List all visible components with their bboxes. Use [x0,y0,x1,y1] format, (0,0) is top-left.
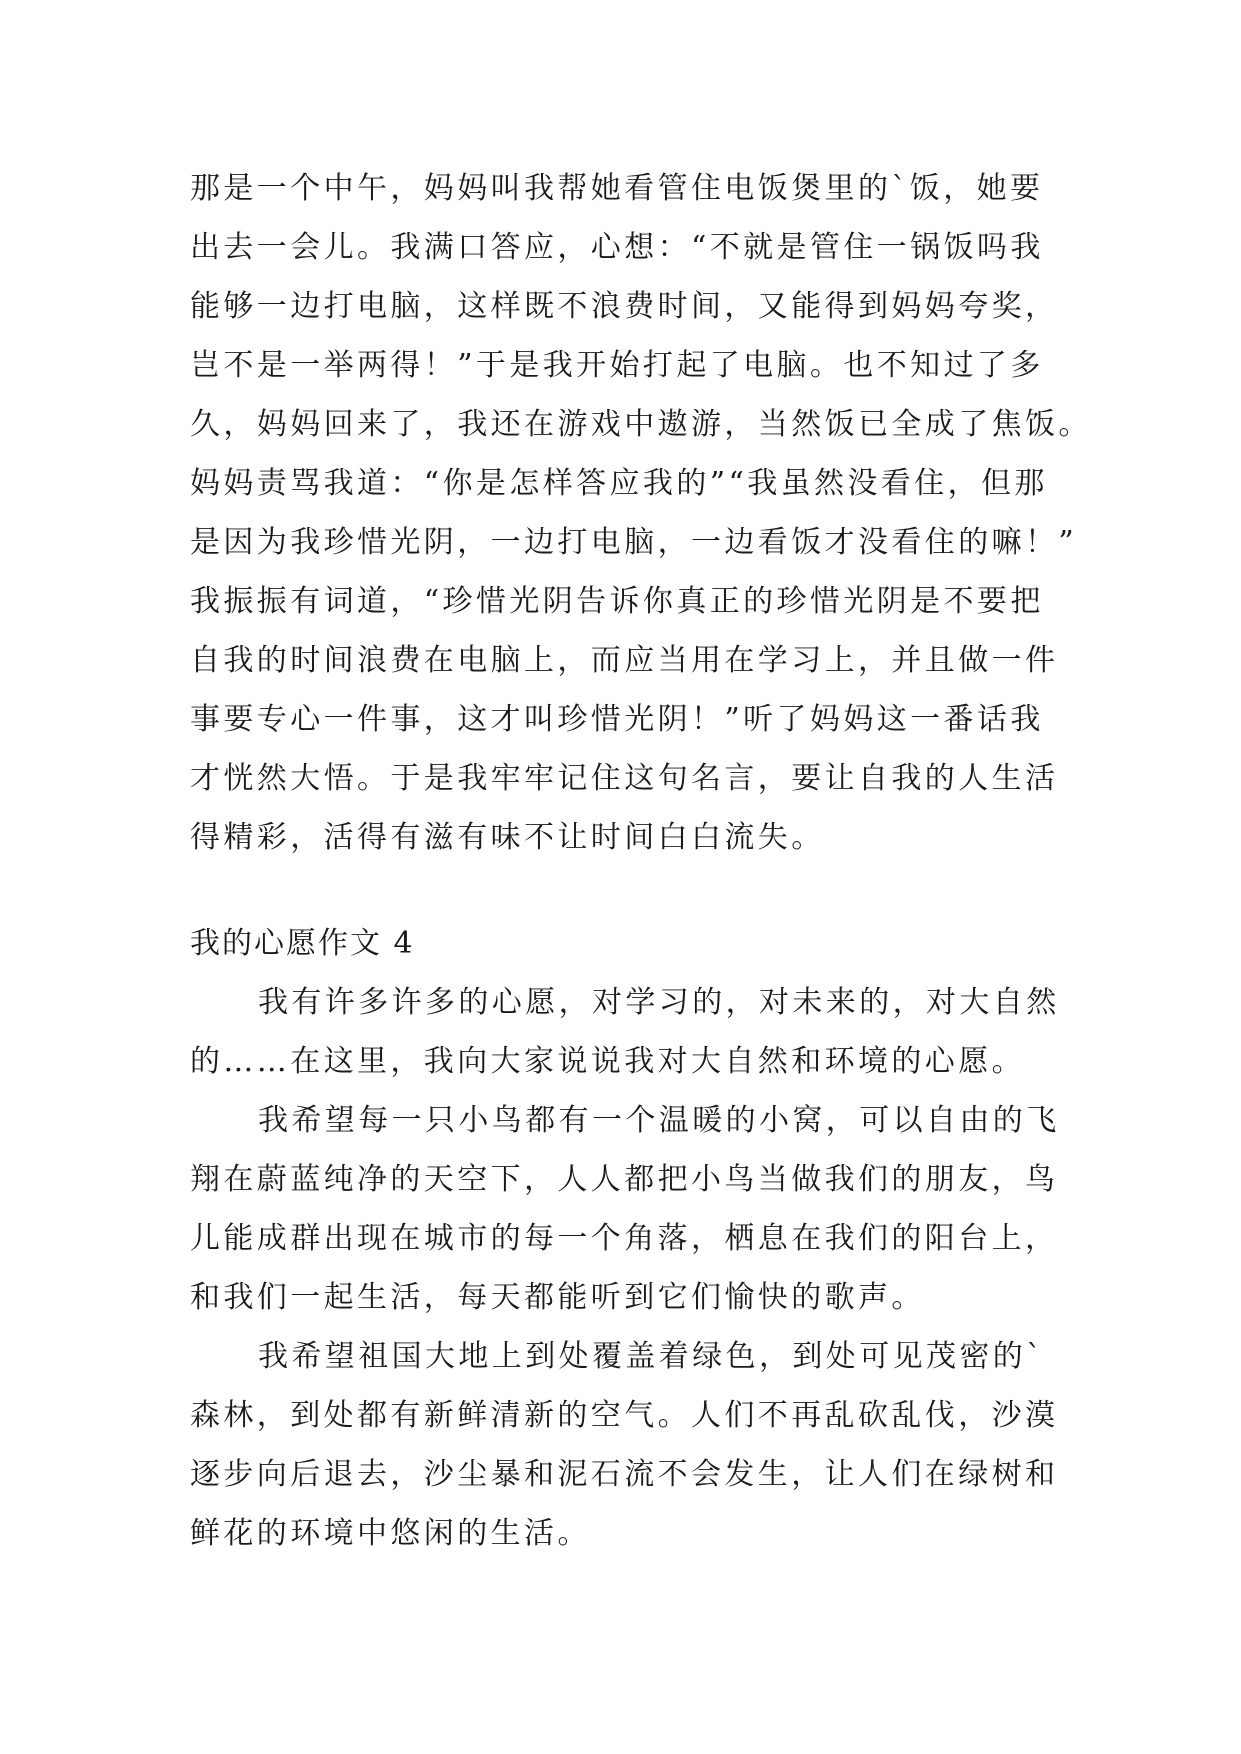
text-line: 我振振有词道，“珍惜光阴告诉你真正的珍惜光阴是不要把 [190,584,1044,619]
text-line: 和我们一起生活，每天都能听到它们愉快的歌声。 [190,1280,925,1315]
text-line: 那是一个中午，妈妈叫我帮她看管住电饭煲里的`饭，她要 [190,171,1044,206]
text-line: 我希望每一只小鸟都有一个温暖的小窝，可以自由的飞 [258,1103,1060,1138]
text-line: 我希望祖国大地上到处覆盖着绿色，到处可见茂密的` [258,1339,1045,1374]
text-line: 能够一边打电脑，这样既不浪费时间，又能得到妈妈夸奖， [190,289,1059,324]
text-line: 自我的时间浪费在电脑上，而应当用在学习上，并且做一件 [190,643,1059,678]
text-line: 得精彩，活得有滋有味不让时间白白流失。 [190,820,825,855]
text-line: 是因为我珍惜光阴，一边打电脑，一边看饭才没看住的嘛！” [190,525,1078,560]
text-line: 儿能成群出现在城市的每一个角落，栖息在我们的阳台上， [190,1221,1059,1256]
previous-section-text [190,159,1092,867]
text-line: 出去一会儿。我满口答应，心想：“不就是管住一锅饭吗我 [190,230,1044,265]
text-line: 逐步向后退去，沙尘暴和泥石流不会发生，让人们在绿树和 [190,1457,1059,1492]
essay-paragraph [190,1091,1070,1327]
text-line: 翔在蔚蓝纯净的天空下，人人都把小鸟当做我们的朋友，鸟 [190,1162,1059,1197]
text-line: 久，妈妈回来了，我还在游戏中遨游，当然饭已全成了焦饭。 [190,407,1092,442]
text-line: 鲜花的环境中悠闲的生活。 [190,1516,591,1551]
essay-paragraph [190,1327,1070,1563]
text-line: 妈妈责骂我道：“你是怎样答应我的”“我虽然没看住，但那 [190,466,1048,501]
text-line: 森林，到处都有新鲜清新的空气。人们不再乱砍乱伐，沙漠 [190,1398,1059,1433]
essay-section [190,914,1070,1563]
essay-title: 我的心愿作文 4 [190,926,415,961]
text-line: 我有许多许多的心愿，对学习的，对未来的，对大自然 [258,985,1060,1020]
text-line: 才恍然大悟。于是我牢牢记住这句名言，要让自我的人生活 [190,761,1059,796]
text-line: 的……在这里，我向大家说说我对大自然和环境的心愿。 [190,1044,1025,1079]
text-line: 岂不是一举两得！”于是我开始打起了电脑。也不知过了多 [190,348,1044,383]
essay-paragraph [190,973,1070,1091]
text-line: 事要专心一件事，这才叫珍惜光阴！”听了妈妈这一番话我 [190,702,1044,737]
